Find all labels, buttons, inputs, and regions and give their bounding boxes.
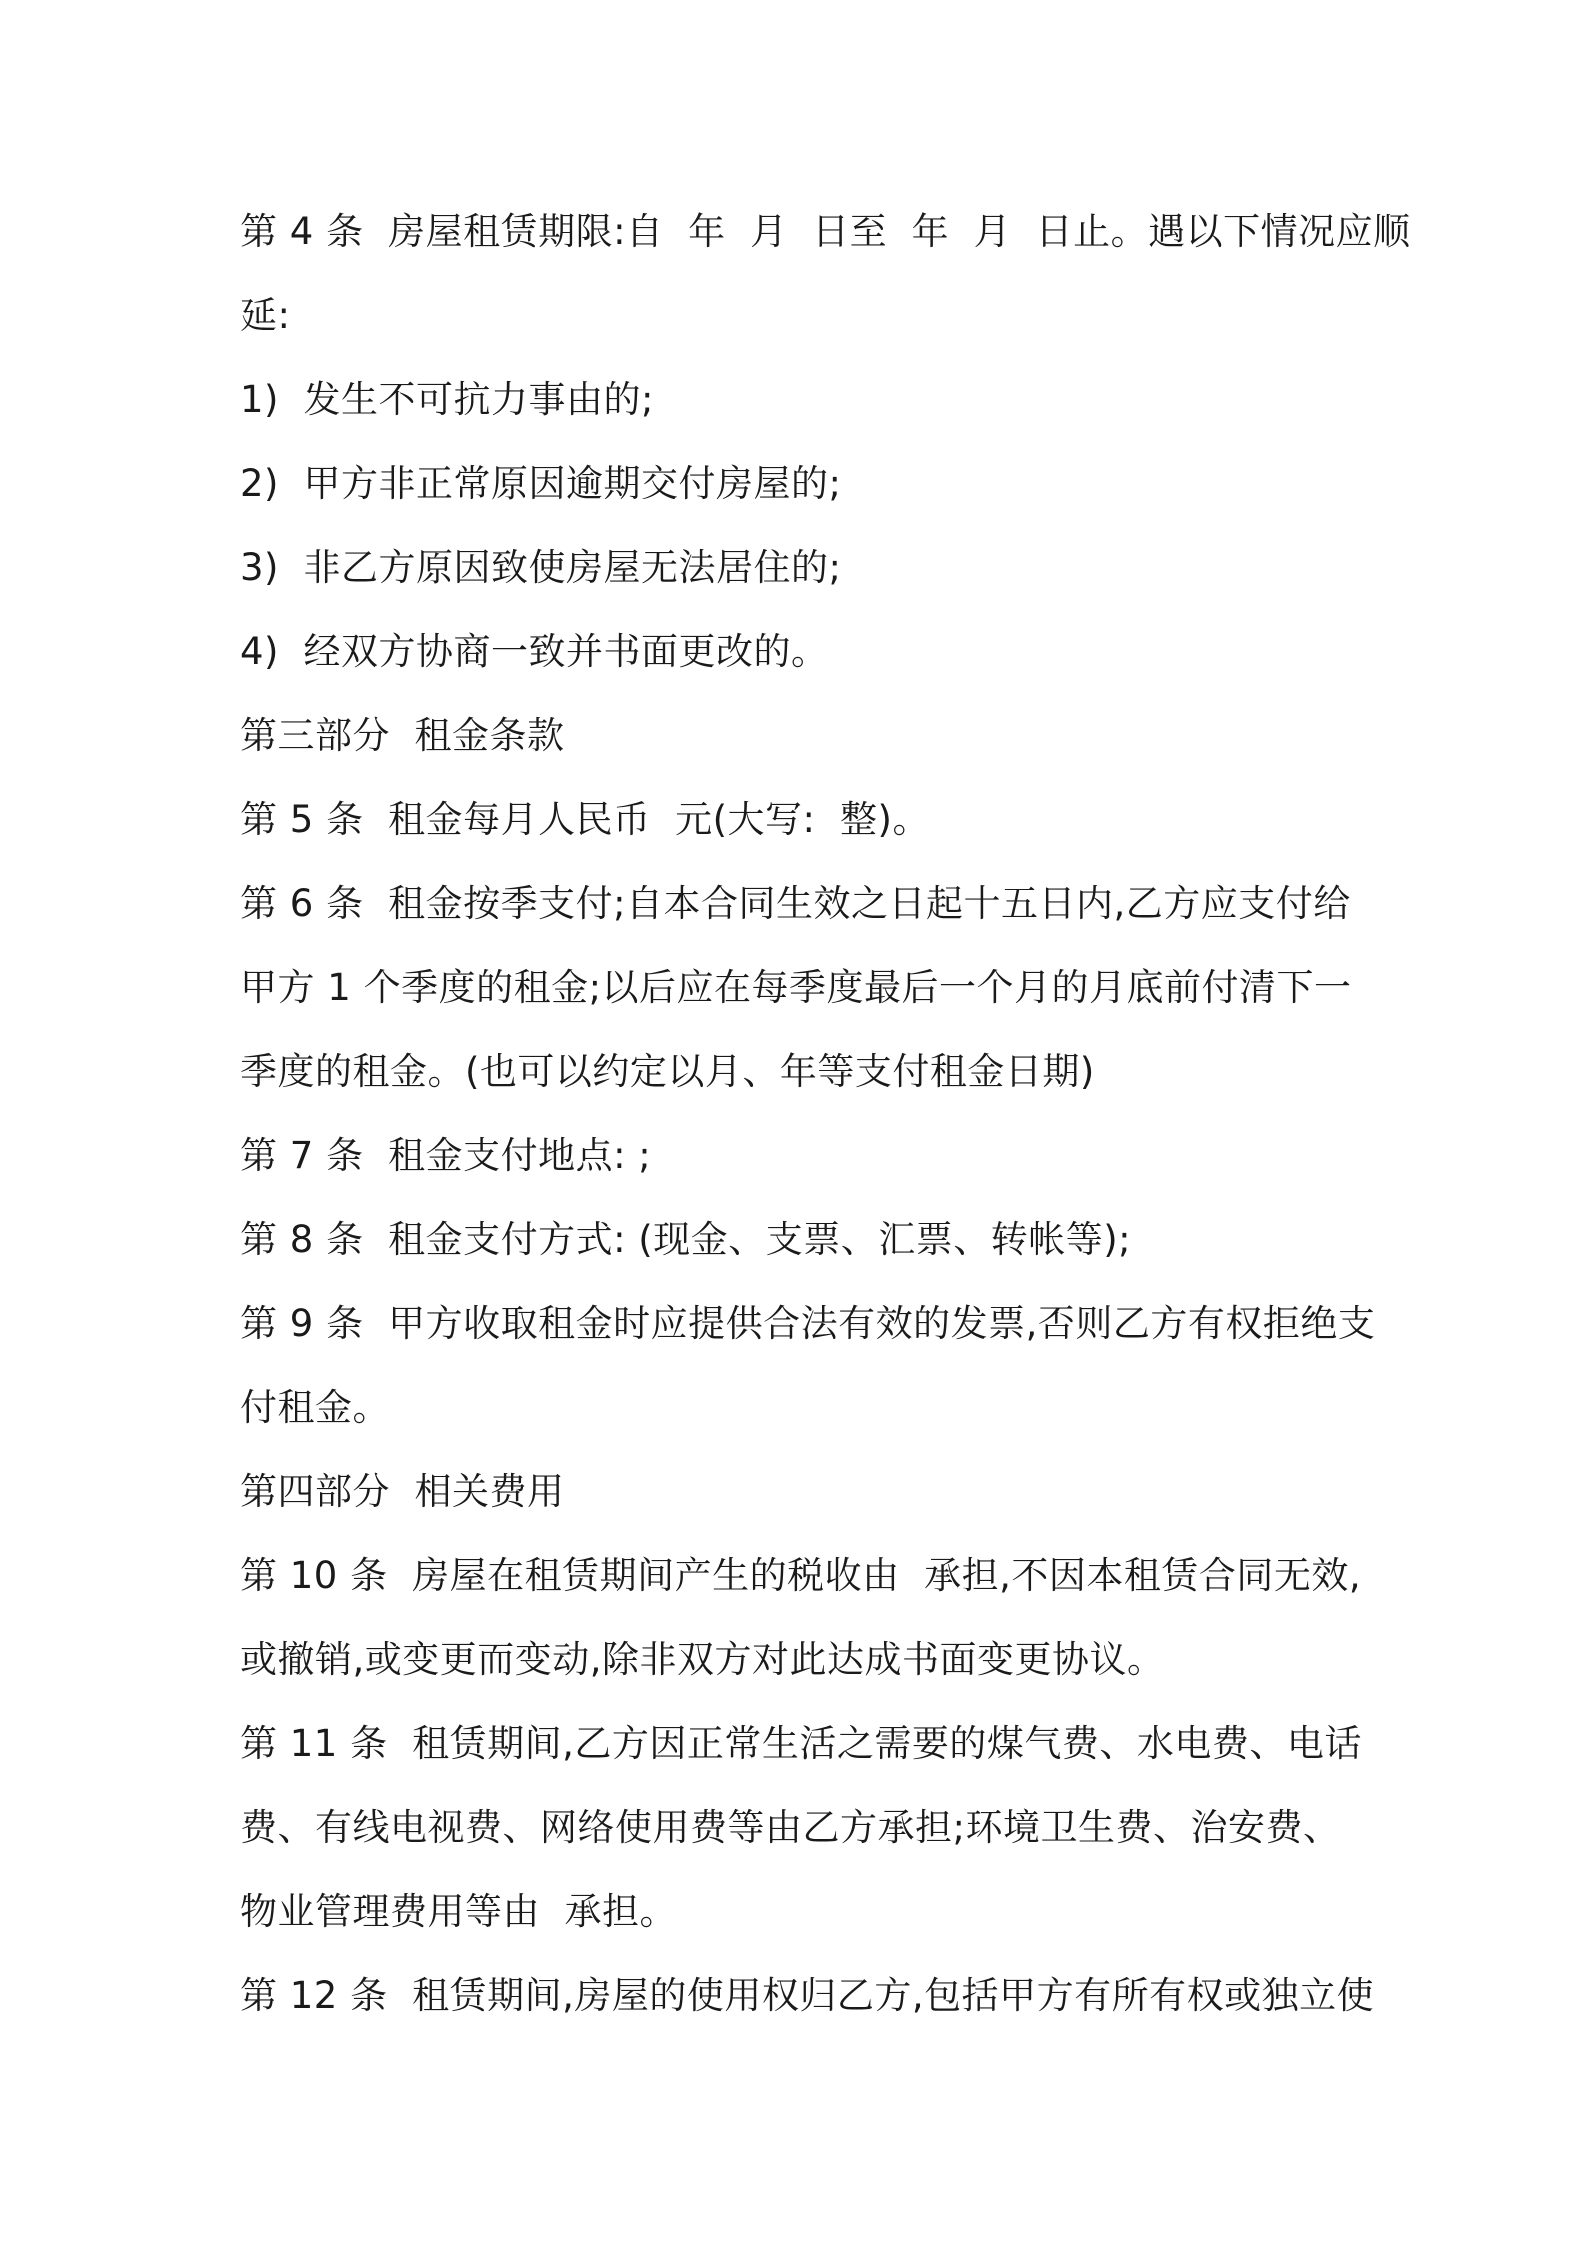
text-line: 第 8 条 租金支付方式: (现金、支票、汇票、转帐等); [240,1218,1132,1261]
text-line: 第 12 条 租赁期间,房屋的使用权归乙方,包括甲方有所有权或独立使 [240,1974,1375,2017]
text-line: 物业管理费用等由 承担。 [240,1890,678,1933]
list-item: 4) 经双方协商一致并书面更改的。 [240,630,829,673]
text-line: 第 5 条 租金每月人民币 元(大写: 整)。 [240,798,930,841]
text-line: 费、有线电视费、网络使用费等由乙方承担;环境卫生费、治安费、 [240,1806,1341,1849]
section-heading: 第三部分 租金条款 [240,714,565,757]
section-heading: 第四部分 相关费用 [240,1470,565,1513]
text-line: 季度的租金。(也可以约定以月、年等支付租金日期) [240,1050,1095,1093]
text-line: 第 10 条 房屋在租赁期间产生的税收由 承担,不因本租赁合同无效, [240,1554,1362,1597]
list-item: 3) 非乙方原因致使房屋无法居住的; [240,546,842,589]
document-page [240,190,1411,2038]
text-line: 第 9 条 甲方收取租金时应提供合法有效的发票,否则乙方有权拒绝支 [240,1302,1376,1345]
text-line: 甲方 1 个季度的租金;以后应在每季度最后一个月的月底前付清下一 [240,966,1352,1009]
text-line: 付租金。 [240,1386,390,1429]
text-line: 或撤销,或变更而变动,除非双方对此达成书面变更协议。 [240,1638,1165,1681]
text-line: 第 11 条 租赁期间,乙方因正常生活之需要的煤气费、水电费、电话 [240,1722,1362,1765]
text-line: 第 7 条 租金支付地点: ; [240,1134,652,1177]
text-line: 延: [240,294,291,337]
list-item: 2) 甲方非正常原因逾期交付房屋的; [240,462,842,505]
text-line: 第 6 条 租金按季支付;自本合同生效之日起十五日内,乙方应支付给 [240,882,1351,925]
text-line: 第 4 条 房屋租赁期限:自 年 月 日至 年 月 日止。遇以下情况应顺 [240,210,1411,253]
list-item: 1) 发生不可抗力事由的; [240,378,654,421]
